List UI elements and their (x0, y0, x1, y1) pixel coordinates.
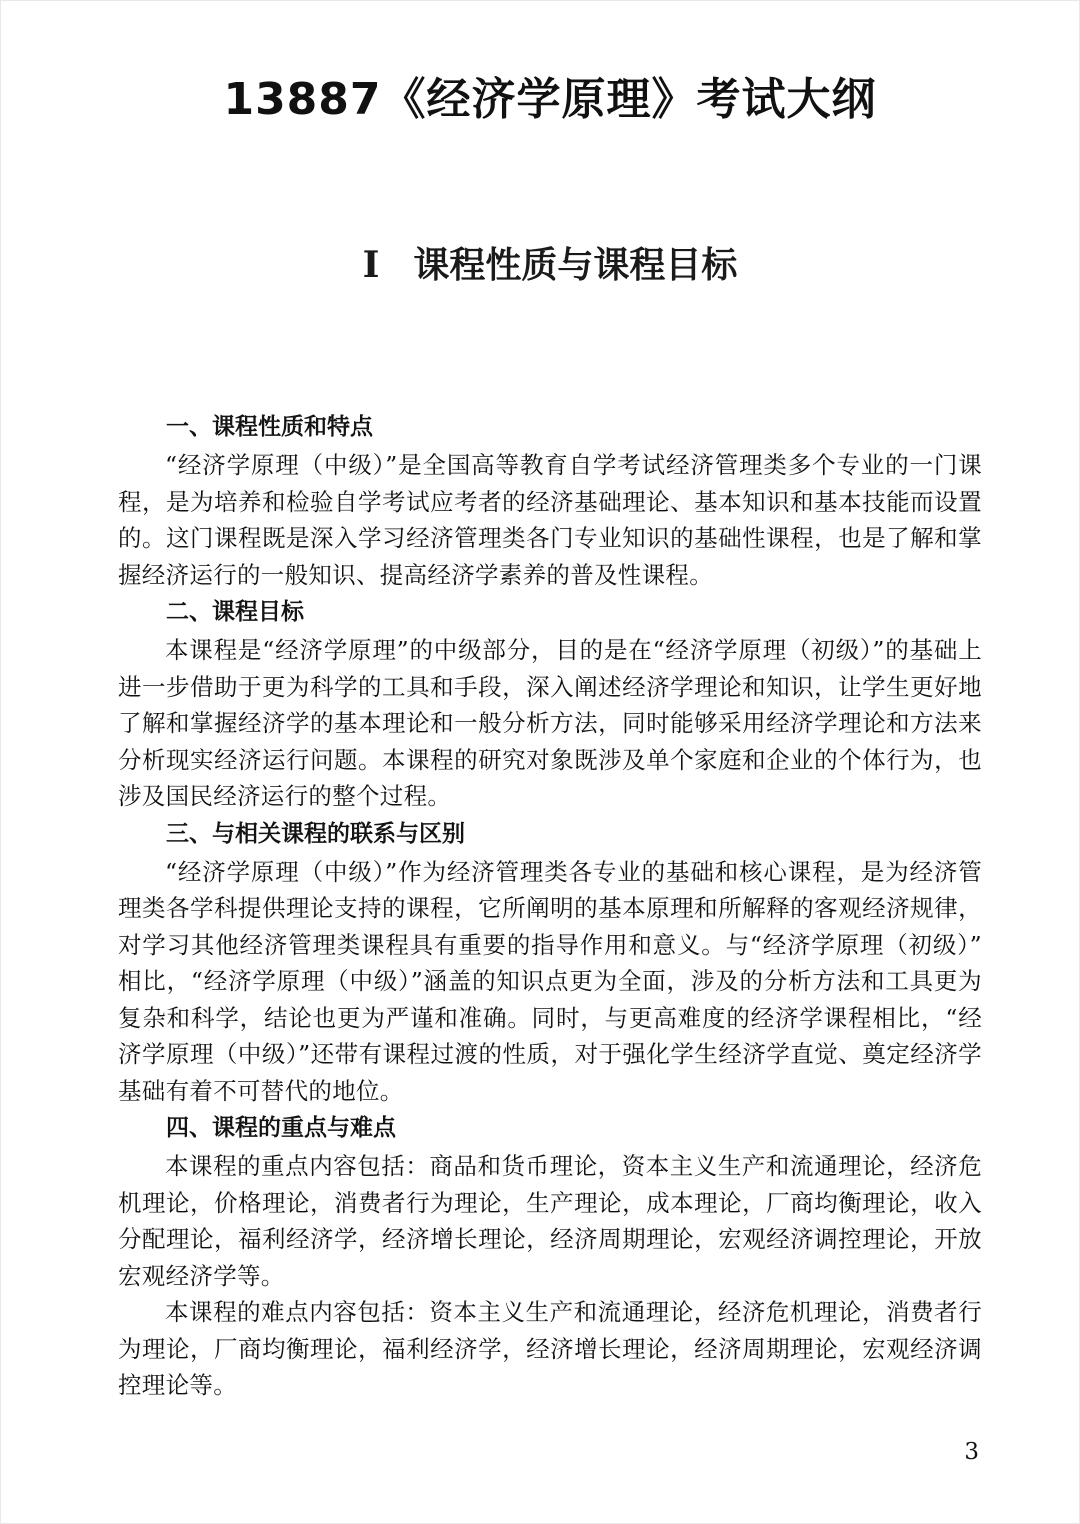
section-heading-4: 四、课程的重点与难点 (166, 1115, 396, 1142)
section-4-paragraph-2: 本课程的难点内容包括：资本主义生产和流通理论，经济危机理论，消费者行为理论，厂商均衡理论，福利经济学，经济增长理论，经济周期理论，宏观经济调控理论等。 (118, 1298, 982, 1400)
section-3-paragraph-1: “经济学原理（中级）”作为经济管理类各专业的基础和核心课程，是为经济管理类各学科提供理论支持的课程，它所阐明的基本原理和所解释的客观经济规律，对学习其他经济管理类课程具有重要的指导作用和意义。与“经济学原理（初级）”相比，“经济学原理（中级）”涵盖的知识点更为全面，涉及的分析方法和工具更为复杂和科学，结论也更为严谨和准确。同时，与更高难度的经济学课程相比，“经济学原理（中级）”还带有课程过渡的性质，对于强化学生经济学直觉、奠定经济学基础有着不可替代的地位。 (118, 857, 982, 1105)
document-body (118, 288, 982, 1404)
page-content-area (118, 1, 982, 1524)
section-heading-2: 二、课程目标 (166, 599, 304, 626)
part-title: 课程性质与课程目标 (413, 244, 738, 286)
part-heading (118, 127, 982, 288)
section-heading-1: 一、课程性质和特点 (166, 414, 373, 440)
page-title: 13887《经济学原理》考试大纲 (223, 74, 877, 125)
section-2-paragraph-1: 本课程是“经济学原理”的中级部分，目的是在“经济学原理（初级）”的基础上进一步借助于更为科学的工具和手段，深入阐述经济学理论和知识，让学生更好地了解和掌握经济学的基本理论和一般分析方法，同时能够采用经济学理论和方法来分析现实经济运行问题。本课程的研究对象既涉及单个家庭和企业的个体行为，也涉及国民经济运行的整个过程。 (118, 636, 982, 811)
part-number: Ⅰ (362, 244, 380, 286)
section-1-paragraph-1: “经济学原理（中级）”是全国高等教育自学考试经济管理类多个专业的一门课程，是为培养和检验自学考试应考者的经济基础理论、基本知识和基本技能而设置的。这门课程既是深入学习经济管理类各门专业知识的基础性课程，也是了解和掌握经济运行的一般知识、提高经济学素养的普及性课程。 (118, 451, 982, 589)
page-number: 3 (964, 1439, 979, 1465)
section-4-paragraph-1: 本课程的重点内容包括：商品和货币理论，资本主义生产和流通理论，经济危机理论，价格理论，消费者行为理论，生产理论，成本理论，厂商均衡理论，收入分配理论，福利经济学，经济增长理论，经济周期理论，宏观经济调控理论，开放宏观经济学等。 (118, 1152, 982, 1290)
section-heading-3: 三、与相关课程的联系与区别 (166, 820, 465, 847)
